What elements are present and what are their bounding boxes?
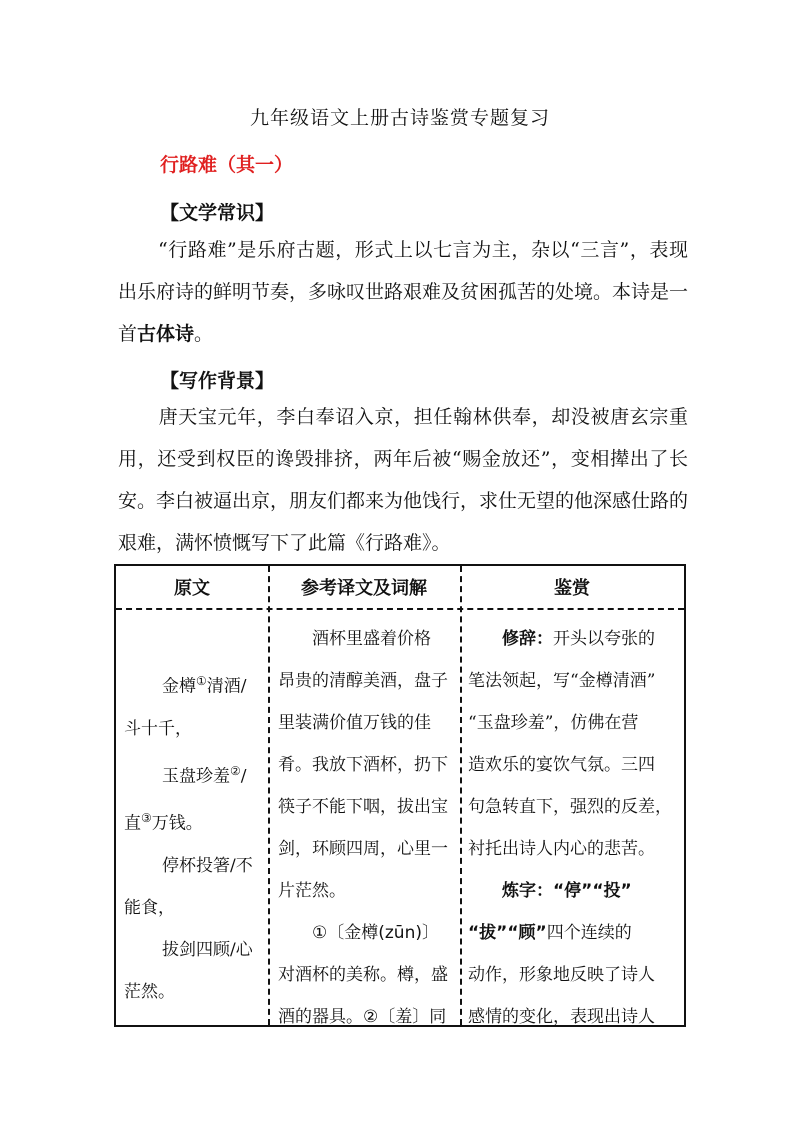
writing-background-paragraph	[118, 396, 688, 564]
header-translation: 参考译文及词解	[301, 578, 427, 599]
appreciation-line: “拔”“顾”四个连续的	[468, 923, 632, 943]
appreciation-line: 炼字：“停”“投”	[502, 881, 632, 901]
appreciation-line: 句急转直下，强烈的反差，	[468, 797, 672, 817]
original-line: 玉盘珍羞②/	[162, 763, 247, 787]
translation-line: ①〔金樽(zūn)〕	[312, 923, 439, 943]
literary-bold-term: 古体诗	[137, 323, 195, 345]
column-divider-1	[268, 566, 270, 1025]
appreciation-line: 衬托出诗人内心的悲苦。	[468, 839, 655, 859]
original-line: 茫然。	[124, 981, 175, 1002]
appreciation-line: 笔法领起，写“金樽清酒”	[468, 671, 656, 691]
header-appreciation: 鉴赏	[554, 578, 590, 599]
translation-line: 酒的器具。②〔羞〕同	[278, 1007, 447, 1027]
literary-end: 。	[194, 323, 214, 345]
translation-line: 片茫然。	[278, 881, 346, 901]
original-line: 金樽①清酒/	[162, 674, 247, 697]
header-original: 原文	[174, 578, 210, 599]
translation-line: 酒杯里盛着价格	[312, 629, 431, 649]
background-text: 唐天宝元年，李白奉诏入京，担任翰林供奉，却没被唐玄宗重用，还受到权臣的谗毁排挤，两年后被“赐金放还”，变相撵出了长安。李白被逼出京，朋友们都来为他饯行，求仕无望的他深感仕路的艰难，满怀愤慨写下了此篇《行路难》。	[118, 406, 689, 554]
translation-line: 对酒杯的美称。樽，盛	[278, 965, 448, 985]
appreciation-line: 感情的变化，表现出诗人	[468, 1007, 655, 1027]
translation-line: 剑，环顾四周，心里一	[278, 839, 448, 859]
literary-knowledge-paragraph	[118, 229, 688, 355]
translation-line: 肴。我放下酒杯，扔下	[278, 755, 448, 775]
appreciation-line: 动作，形象地反映了诗人	[468, 965, 655, 985]
poem-title: 行路难（其一）	[160, 154, 294, 176]
appreciation-line: 造欢乐的宴饮气氛。三四	[468, 755, 655, 775]
translation-line: 里装满价值万钱的佳	[278, 713, 431, 733]
original-line: 直③万钱。	[124, 811, 203, 834]
original-line: 停杯投箸/不	[162, 855, 253, 876]
original-line: 拔剑四顾/心	[162, 939, 253, 960]
appreciation-line: “玉盘珍羞”，仿佛在营	[468, 713, 639, 733]
original-text-cell	[124, 618, 264, 1013]
literary-text: “行路难”是乐府古题，形式上以七言为主，杂以“三言”，表现出乐府诗的鲜明节奏，多咏叹世路艰难及贫困孤苦的处境。本诗是一首	[118, 239, 689, 345]
translation-cell	[278, 618, 454, 1038]
literary-knowledge-heading: 【文学常识】	[160, 202, 275, 224]
column-divider-2	[460, 566, 462, 1025]
writing-background-heading: 【写作背景】	[160, 370, 275, 392]
translation-line: 昂贵的清醇美酒，盘子	[278, 671, 448, 691]
original-line: 能食，	[124, 897, 175, 918]
appreciation-line: 修辞：开头以夸张的	[502, 629, 655, 649]
translation-line: 筷子不能下咽，拔出宝	[278, 797, 448, 817]
page-title: 九年级语文上册古诗鉴赏专题复习	[249, 107, 550, 129]
appreciation-cell	[468, 618, 680, 1038]
header-divider	[116, 608, 684, 610]
poem-table	[114, 564, 686, 1027]
original-line: 斗十千，	[124, 718, 192, 739]
